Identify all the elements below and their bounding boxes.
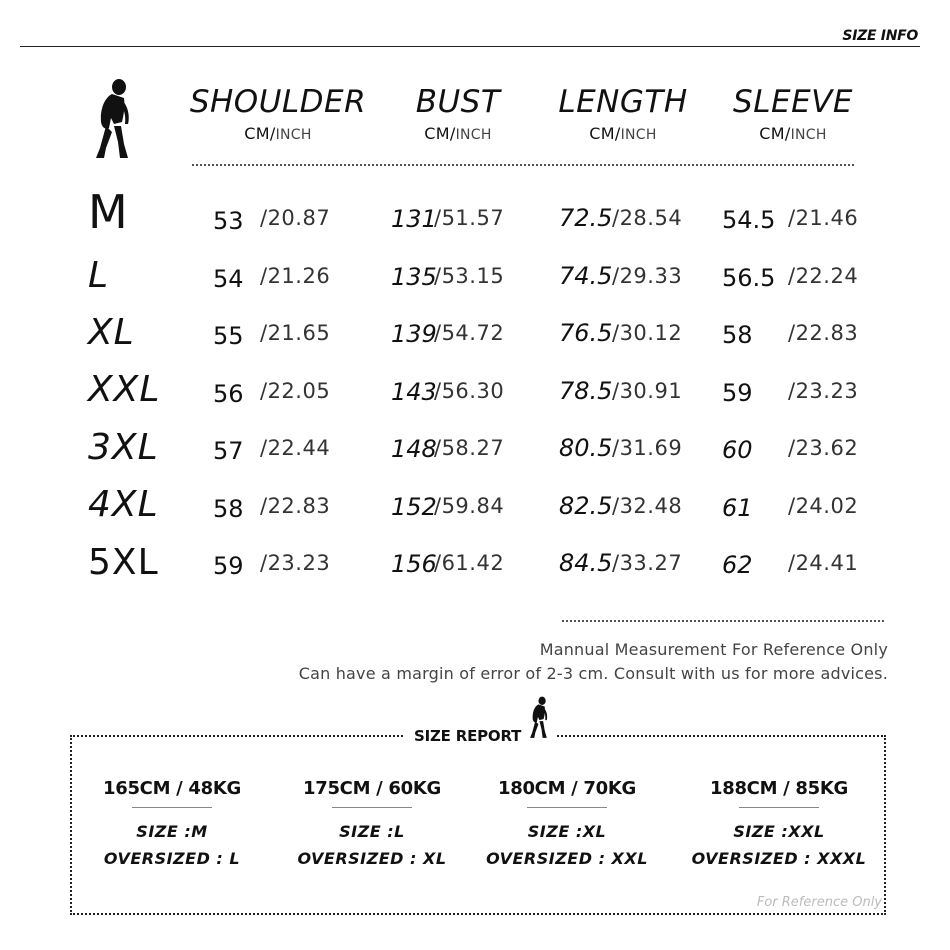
bust-inch: /59.84 xyxy=(434,494,505,518)
length-inch: /30.91 xyxy=(612,379,683,403)
bust-cm: 139 xyxy=(391,320,437,348)
size-report-title: SIZE REPORT xyxy=(414,727,522,745)
bust-cm: 131 xyxy=(391,205,437,233)
shoulder-cm: 53 xyxy=(213,207,244,235)
sleeve-inch: /22.24 xyxy=(788,264,859,288)
report-divider xyxy=(739,807,819,808)
size-label: L xyxy=(88,255,110,296)
shoulder-inch: /22.44 xyxy=(260,436,331,460)
report-oversized: OVERSIZED : XXL xyxy=(486,849,648,868)
shoulder-cm: 54 xyxy=(213,265,244,293)
reference-only-note: For Reference Only xyxy=(756,895,882,910)
report-entry xyxy=(472,778,662,868)
bust-inch: /53.15 xyxy=(434,264,505,288)
length-inch: /33.27 xyxy=(612,551,683,575)
measurement-note: Mannual Measurement For Reference Only xyxy=(539,640,888,659)
sleeve-inch: /22.83 xyxy=(788,321,859,345)
shoulder-inch: /20.87 xyxy=(260,206,331,230)
shoulder-cm: 57 xyxy=(213,437,244,465)
column-header-length xyxy=(528,84,718,143)
notes-dotted-divider xyxy=(562,620,884,622)
length-inch: /28.54 xyxy=(612,206,683,230)
report-height-weight: 180CM / 70KG xyxy=(498,778,636,799)
report-size: SIZE :L xyxy=(339,822,405,841)
report-size: SIZE :M xyxy=(136,822,208,841)
length-cm: 84.5 xyxy=(559,549,613,577)
bust-cm: 152 xyxy=(391,493,437,521)
report-oversized: OVERSIZED : XXXL xyxy=(691,849,867,868)
report-size: SIZE :XL xyxy=(527,822,607,841)
column-title: LENGTH xyxy=(558,84,688,120)
report-height-weight: 175CM / 60KG xyxy=(303,778,441,799)
column-header-sleeve xyxy=(698,84,888,143)
length-inch: /31.69 xyxy=(612,436,683,460)
header-dotted-divider xyxy=(192,164,854,166)
shoulder-cm: 58 xyxy=(213,495,244,523)
sleeve-inch: /24.02 xyxy=(788,494,859,518)
size-label: XXL xyxy=(88,369,161,410)
length-inch: /29.33 xyxy=(612,264,683,288)
header-divider xyxy=(20,46,920,47)
column-unit: CM/INCH xyxy=(759,124,827,143)
length-cm: 82.5 xyxy=(559,492,613,520)
length-cm: 72.5 xyxy=(559,204,613,232)
column-title: SHOULDER xyxy=(189,84,367,120)
column-unit: CM/INCH xyxy=(589,124,657,143)
shoulder-cm: 56 xyxy=(213,380,244,408)
bust-cm: 135 xyxy=(391,263,437,291)
length-inch: /32.48 xyxy=(612,494,683,518)
size-label: 5XL xyxy=(88,542,159,583)
sleeve-cm: 56.5 xyxy=(722,264,776,292)
bust-inch: /54.72 xyxy=(434,321,505,345)
bust-inch: /56.30 xyxy=(434,379,505,403)
bust-inch: /51.57 xyxy=(434,206,505,230)
sleeve-cm: 60 xyxy=(722,436,753,464)
sleeve-cm: 54.5 xyxy=(722,206,776,234)
column-title: SLEEVE xyxy=(733,84,853,120)
report-oversized: OVERSIZED : L xyxy=(103,849,241,868)
sleeve-cm: 58 xyxy=(722,321,753,349)
walking-figure-icon xyxy=(528,696,552,740)
report-size: SIZE :XXL xyxy=(733,822,825,841)
shoulder-inch: /21.26 xyxy=(260,264,331,288)
bust-cm: 148 xyxy=(391,435,437,463)
sleeve-inch: /23.23 xyxy=(788,379,859,403)
shoulder-cm: 55 xyxy=(213,322,244,350)
margin-note: Can have a margin of error of 2-3 cm. Consult with us for more advices. xyxy=(298,664,888,683)
sleeve-cm: 62 xyxy=(722,551,753,579)
size-label: M xyxy=(88,185,129,239)
sleeve-inch: /21.46 xyxy=(788,206,859,230)
bust-inch: /61.42 xyxy=(434,551,505,575)
sleeve-cm: 59 xyxy=(722,379,753,407)
report-divider xyxy=(132,807,212,808)
report-divider xyxy=(527,807,607,808)
size-label: XL xyxy=(88,312,135,353)
length-cm: 76.5 xyxy=(559,319,613,347)
report-height-weight: 165CM / 48KG xyxy=(103,778,241,799)
bust-cm: 156 xyxy=(391,550,437,578)
report-entry xyxy=(684,778,874,868)
report-divider xyxy=(332,807,412,808)
shoulder-inch: /23.23 xyxy=(260,551,331,575)
walking-figure-icon xyxy=(92,78,138,162)
shoulder-inch: /22.83 xyxy=(260,494,331,518)
column-unit: CM/INCH xyxy=(244,124,312,143)
report-entry xyxy=(277,778,467,868)
column-title: BUST xyxy=(415,84,501,120)
report-height-weight: 188CM / 85KG xyxy=(710,778,848,799)
size-label: 3XL xyxy=(88,427,159,468)
length-inch: /30.12 xyxy=(612,321,683,345)
report-oversized: OVERSIZED : XL xyxy=(297,849,447,868)
bust-inch: /58.27 xyxy=(434,436,505,460)
shoulder-cm: 59 xyxy=(213,552,244,580)
sleeve-cm: 61 xyxy=(722,494,753,522)
sleeve-inch: /23.62 xyxy=(788,436,859,460)
column-header-shoulder xyxy=(183,84,373,143)
shoulder-inch: /21.65 xyxy=(260,321,331,345)
sleeve-inch: /24.41 xyxy=(788,551,859,575)
length-cm: 74.5 xyxy=(559,262,613,290)
bust-cm: 143 xyxy=(391,378,437,406)
size-label: 4XL xyxy=(88,484,159,525)
length-cm: 78.5 xyxy=(559,377,613,405)
length-cm: 80.5 xyxy=(559,434,613,462)
shoulder-inch: /22.05 xyxy=(260,379,331,403)
report-entry xyxy=(77,778,267,868)
size-info-title: SIZE INFO xyxy=(842,28,918,44)
column-unit: CM/INCH xyxy=(424,124,492,143)
column-header-bust xyxy=(363,84,553,143)
